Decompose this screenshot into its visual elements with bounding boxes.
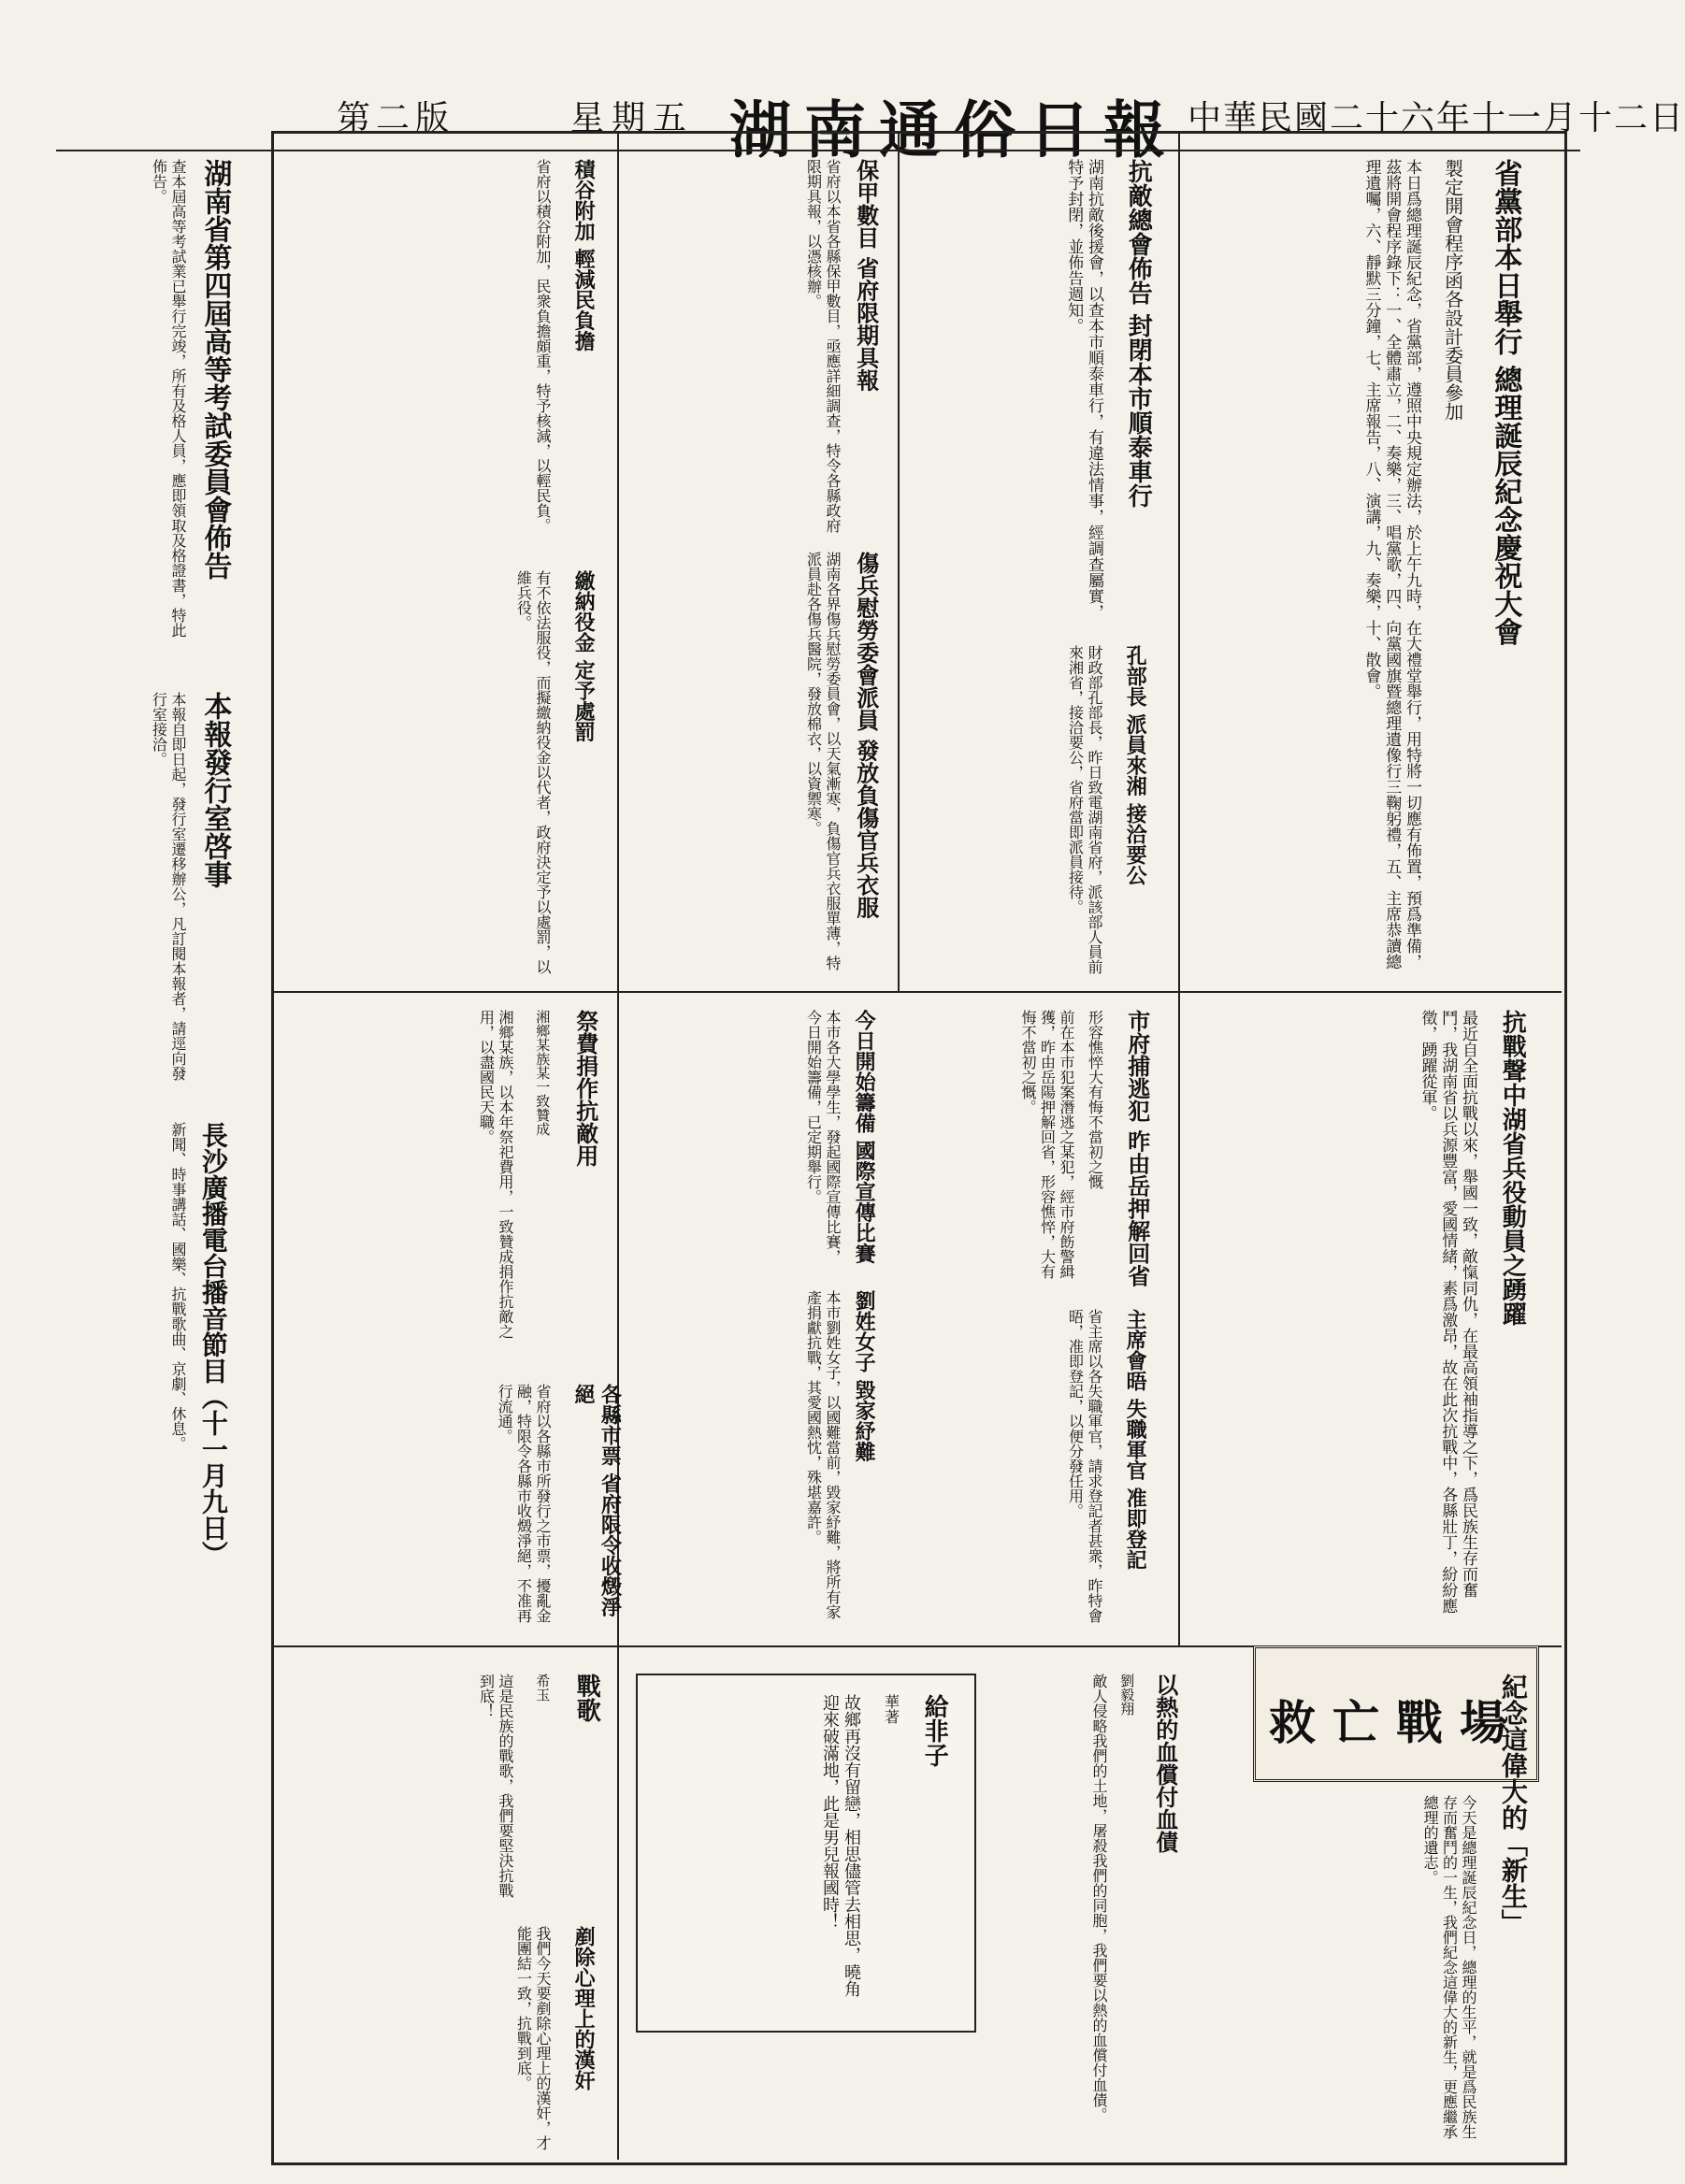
article-radio-body: 新聞、時事講話、國樂、抗戰歌曲、京劇、休息。 xyxy=(169,1122,187,1451)
article-conscription-body: 最近自全面抗戰以來，舉國一致，敵愾同仇，在最高領袖指導之下，爲民族生存而奮鬥，我湖南省以兵源豐富，愛國情緒，素爲激昂，故在此次抗戰中，各縣壯丁，紛紛應徵，踴躍從軍。 xyxy=(1418,1010,1477,1614)
headline-tickets: 各縣市票 省府限令收燬淨絕 xyxy=(571,1384,623,1617)
article-newlife-body: 今天是總理誕辰紀念日，總理的生平，就是爲民族生存而奮鬥的一生，我們紀念這偉大的新生，更應繼承總理的遺志。 xyxy=(1421,1795,1477,2139)
headline-sacrifice: 祭費捐作抗敵用 xyxy=(571,1010,599,1167)
headline-anniversary: 省黨部本日舉行 總理誕辰紀念慶祝大會 xyxy=(1489,159,1522,646)
headline-closure: 抗敵總會佈告 封閉本市順泰車行 xyxy=(1124,159,1153,509)
poem-body: 故鄉再沒有留戀，相思儘管去相思，曉角迎來破滿地，此是男兒報國時！ xyxy=(819,1694,861,1997)
article-tickets-body: 省府以各縣市所發行之市票，擾亂金融，特限令各縣市收燬淨絕，不准再行流通。 xyxy=(496,1384,552,1623)
warsong-author: 希玉 xyxy=(534,1674,552,1702)
headline-heart: 剷除心理上的漢奸 xyxy=(571,1926,597,2091)
poem-title: 給非子 xyxy=(920,1694,949,1767)
emblem-text: 救亡戰場 xyxy=(1269,1695,1523,1750)
poem-author: 華著 xyxy=(882,1694,900,1724)
article-notice-body: 本報自即日起，發行室遷移辦公，凡訂閱本報者，請逕向發行室接洽。 xyxy=(150,692,187,1081)
headline-newlife: 紀念這偉大的「新生」 xyxy=(1497,1674,1529,1935)
blood-author: 劉毅翔 xyxy=(1118,1674,1136,1716)
subhead-anniversary: 製定開會程序函各設計委員參加 xyxy=(1441,159,1464,421)
headline-wounded: 傷兵慰勞委會派員 發放負傷官兵衣服 xyxy=(852,552,880,919)
article-committee-body: 查本屆高等考試業已舉行完竣，所有及格人員，應即領取及格證書，特此佈告。 xyxy=(150,159,187,638)
article-kong-body: 財政部孔部長，昨日致電湖南省府，派該部人員前來湘省，接洽要公，省府當即派員接待。 xyxy=(1066,645,1103,974)
article-baojia-body: 省府以本省各縣保甲數目，亟應詳細調查，特令各縣政府限期具報，以憑核辦。 xyxy=(804,159,842,533)
headline-conscription: 抗戰聲中湖省兵役動員之踴躍 xyxy=(1498,1010,1527,1326)
page-number: 第二版 xyxy=(337,99,455,137)
headline-kong: 孔部長 派員來湘 接洽要公 xyxy=(1123,645,1148,886)
article-closure-body: 湖南抗敵後援會，以查本市順泰車行，有違法情事，經調查屬實，特予封閉，並佈告週知。 xyxy=(1064,159,1103,620)
headline-notice: 本報發行室啓事 xyxy=(198,692,232,888)
article-intl-body: 本市各大學學生，發起國際宣傳比賽，今日開始籌備，已定期舉行。 xyxy=(804,1010,842,1264)
headline-tax: 積谷附加 輕減民負擔 xyxy=(571,159,597,352)
header-rule xyxy=(56,150,1580,151)
column-divider xyxy=(617,131,619,2160)
article-anniversary-body: 本日爲總理誕辰紀念，省黨部，遵照中央規定辦法，於上午九時，在大禮堂舉行，用特將一切應有佈置，預爲準備，茲將開會程序錄下：一、全體肅立，二、奏樂，三、唱黨歌，四、向黨國旗暨總理遺像行三鞠躬禮，五、主席恭讀總理遺囑，六、靜默三分鐘，七、主席報告，八、演講，九、奏樂，十、散會。 xyxy=(1361,159,1421,970)
column-divider xyxy=(1178,131,1180,1645)
article-warsong-body: 這是民族的戰歌，我們要堅決抗戰到底！ xyxy=(477,1674,514,1898)
article-heart-body: 我們今天要剷除心理上的漢奸，才能團結一致，抗戰到底。 xyxy=(514,1926,552,2150)
headline-service: 繳納役金 定予處罰 xyxy=(571,570,597,742)
headline-committee: 湖南省第四屆高等考試委員會佈告 xyxy=(198,159,232,580)
section-divider xyxy=(271,991,1562,993)
article-tax-body: 省府以積谷附加，民衆負擔頗重，特予核減，以輕民負。 xyxy=(534,159,552,533)
newspaper-title: 湖南通俗日報 xyxy=(729,93,1178,166)
masthead-date: 中華民國二十六年十一月十二日 xyxy=(1188,99,1685,137)
headline-escape: 市府捕逃犯 昨由岳押解回省 xyxy=(1123,1010,1151,1287)
article-sacrifice-body: 湘鄉某族，以本年祭祀費用，一致贊成捐作抗敵之用，以盡國民天職。 xyxy=(477,1010,514,1339)
article-blood-body: 敵人侵略我們的土地，屠殺我們的同胞，我們要以熱的血償付血債。 xyxy=(1090,1674,1108,2122)
poem-box xyxy=(636,1674,976,2033)
headline-blood: 以熱的血償付血債 xyxy=(1151,1674,1179,1853)
column-divider xyxy=(898,131,900,991)
article-service-body: 有不依法服役，而擬繳納役金以代者，政府決定予以處罰，以維兵役。 xyxy=(514,570,552,974)
article-girl-body: 本市劉姓女子，以國難當前，毀家紓難，將所有家產捐獻抗戰，其愛國熱忱，殊堪嘉許。 xyxy=(804,1290,842,1619)
subhead-sacrifice: 湘鄉某族某一致贊成 xyxy=(534,1010,552,1136)
article-escape-body: 前在本市犯案潛逃之某犯，經市府飭警緝獲，昨由岳陽押解回省，形容憔悴，大有悔不當初之慨。 xyxy=(1019,1010,1075,1279)
weekday-label: 星期五 xyxy=(570,99,695,137)
headline-girl: 劉姓女子 毀家紓難 xyxy=(852,1290,877,1462)
headline-intl: 今日開始籌備 國際宣傳比賽 xyxy=(852,1010,877,1264)
headline-baojia: 保甲數目 省府限期具報 xyxy=(852,159,880,392)
headline-warsong: 戰歌 xyxy=(572,1674,601,1722)
article-chair-body: 省主席以各失職軍官，請求登記者甚衆，昨特會晤，准即登記，以便分發任用。 xyxy=(1066,1309,1103,1623)
subhead-escape: 形容憔悴大有悔不當初之慨 xyxy=(1086,1010,1104,1189)
article-wounded-body: 湖南各界傷兵慰勞委員會，以天氣漸寒，負傷官兵衣服單薄，特派員赴各傷兵醫院，發放棉衣，以資禦寒。 xyxy=(804,552,842,970)
headline-radio: 長沙廣播電台播音節目（十一月九日） xyxy=(197,1122,229,1567)
headline-chair: 主席會晤 失職軍官 准即登記 xyxy=(1123,1309,1148,1571)
